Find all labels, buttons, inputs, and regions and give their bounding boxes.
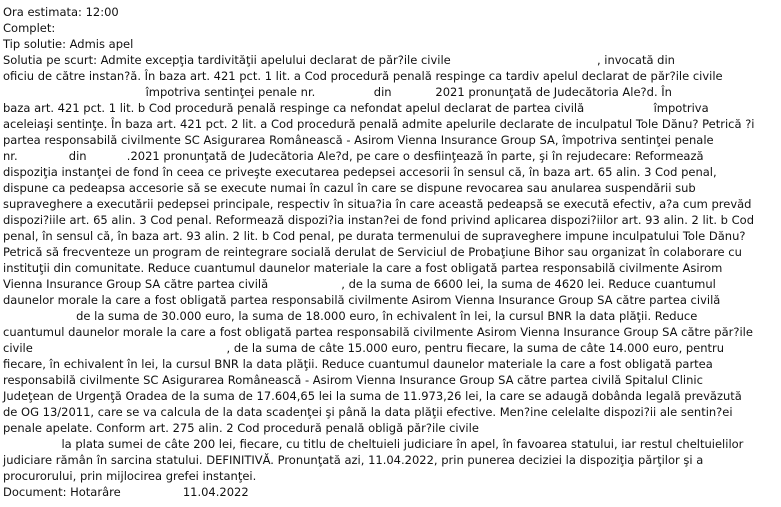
document-text bbox=[3, 4, 777, 500]
solutia-line: Judeţean de Urgenţă Oradea de la suma de 17.604,65 lei la suma de 11.973,26 lei, la care se adaugă dobânda legală prevăzută bbox=[3, 389, 742, 403]
solutia-line: nr. din .2021 pronunţată de Judecătoria Ale?d, pe care o desfiinţează în parte, şi în rejudecare: Reformează bbox=[3, 149, 704, 163]
complet: Complet: bbox=[3, 21, 56, 35]
solutia-line: Solutia pe scurt: Admite excepţia tardivităţii apelului declarat de păr?ile civile , invocată din bbox=[3, 53, 675, 67]
solutia-line: la plata sumei de câte 200 lei, fiecare, cu titlu de cheltuieli judiciare în apel, în favoarea statului, iar restul cheltuielilor bbox=[3, 437, 744, 451]
solutia-line: civile , de la suma de câte 15.000 euro, pentru fiecare, la suma de câte 14.000 euro, pentru bbox=[3, 341, 725, 355]
solutia-line: penale apelate. Conform art. 275 alin. 2 Cod procedură penală obligă păr?ile civile bbox=[3, 421, 479, 435]
document-info: Document: Hotarâre 11.04.2022 bbox=[3, 485, 249, 499]
solutia-line: supraveghere a executării pedepsei principale, respectiv în situa?ia în care această pedeapsă se execută efectiv, a?a cum prevăd bbox=[3, 197, 752, 211]
solutia-line: Petrică să frecventeze un program de reintegrare socială derulat de Serviciul de Probaţiune Bihor sau organizat în colaborare cu bbox=[3, 245, 742, 259]
solutia-line: de OG 13/2011, care se va calcula de la data scadenţei şi până la data plăţii efective. Men?ine celelalte dispozi?ii ale sentin?ei bbox=[3, 405, 733, 419]
solutia-line: dispoziţia instanţei de fond în ceea ce priveşte executarea pedepsei accesorii în sensul că, în baza art. 65 alin. 3 Cod penal, bbox=[3, 165, 717, 179]
solutia-pe-scurt bbox=[3, 52, 777, 484]
solutia-line: Vienna Insurance Group SA către partea civilă , de la suma de 6600 lei, la suma de 4620 lei. Reduce cuantumul bbox=[3, 277, 716, 291]
solutia-line: aceleiaşi sentinţe. În baza art. 421 pct. 2 lit. a Cod procedură penală admite apelurile declarate de inculpatul Tole Dănu? Petrică ?i bbox=[3, 117, 755, 131]
solutia-line: oficiu de către instan?ă. În baza art. 421 pct. 1 lit. a Cod procedură penală respinge ca tardiv apelul declarat de păr?ile civile bbox=[3, 69, 723, 83]
ora-estimata: Ora estimata: 12:00 bbox=[3, 5, 119, 19]
solutia-line: responsabilă civilmente SC Asigurarea Românească - Asirom Vienna Insurance Group SA către partea civilă Spitalul Clinic bbox=[3, 373, 703, 387]
solutia-line: instituţii din comunitate. Reduce cuantumul daunelor materiale la care a fost obligată partea responsabilă civilmente Asirom bbox=[3, 261, 723, 275]
solutia-line: dispune ca pedeapsa accesorie să se execute numai în cazul în care se dispune revocarea sau anularea suspendării sub bbox=[3, 181, 696, 195]
solutia-line: judiciare rămân în sarcina statului. DEFINITIVĂ. Pronunţată azi, 11.04.2022, prin punerea deciziei la dispoziţia părţilor şi a bbox=[3, 453, 704, 467]
solutia-line: procurorului, prin mijlocirea grefei instanţei. bbox=[3, 469, 257, 483]
solutia-line: dispozi?iile art. 65 alin. 3 Cod penal. Reformează dispozi?ia instan?ei de fond privind aplicarea dispozi?iilor art. 93 alin. 2 lit. b Cod bbox=[3, 213, 755, 227]
solutia-line: cuantumul daunelor morale la care a fost obligată partea responsabilă civilmente Asirom Vienna Insurance Group SA către păr?ile bbox=[3, 325, 753, 339]
solutia-line: daunelor morale la care a fost obligată partea responsabilă civilmente Asirom Vienna Insurance Group SA către partea civilă bbox=[3, 293, 721, 307]
solutia-line: împotriva sentinţei penale nr. din 2021 pronunţată de Judecătoria Ale?d. În bbox=[3, 85, 672, 99]
solutia-line: baza art. 421 pct. 1 lit. b Cod procedură penală respinge ca nefondat apelul declarat de partea civilă împotriva bbox=[3, 101, 709, 115]
tip-solutie: Tip solutie: Admis apel bbox=[3, 37, 134, 51]
solutia-line: penal, în sensul că, în baza art. 93 alin. 2 lit. b Cod penal, pe durata termenului de supraveghere impune inculpatului Tole Dănu? bbox=[3, 229, 746, 243]
solutia-line: partea responsabilă civilmente SC Asigurarea Românească - Asirom Vienna Insurance Group SA, împotriva sentinţei penale bbox=[3, 133, 714, 147]
solutia-line: de la suma de 30.000 euro, la suma de 18.000 euro, în echivalent în lei, la cursul BNR la data plăţii. Reduce bbox=[3, 309, 698, 323]
solutia-line: fiecare, în echivalent în lei, la cursul BNR la data plăţii. Reduce cuantumul daunelor materiale la care a fost obligată partea bbox=[3, 357, 713, 371]
